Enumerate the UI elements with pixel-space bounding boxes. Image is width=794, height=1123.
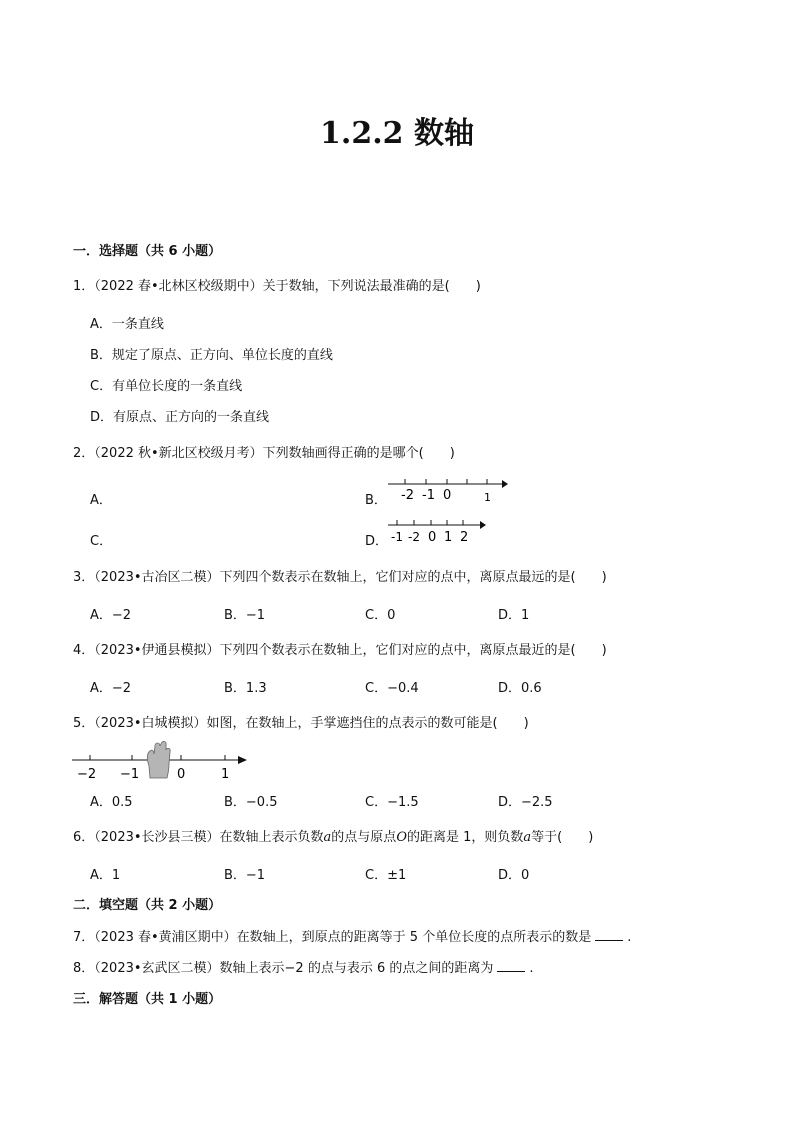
q1-option-d: D．有原点、正方向的一条直线	[90, 410, 270, 425]
q2-number-line-d	[385, 514, 490, 546]
q5-option-c: C．−1.5	[365, 795, 419, 810]
q2b-tick-label: 1	[484, 491, 491, 504]
q6-option-b: B．−1	[224, 868, 266, 883]
q5-option-d: D．−2.5	[498, 795, 553, 810]
q5-option-b: B．−0.5	[224, 795, 278, 810]
q5-tick-label: 1	[221, 767, 230, 782]
q2d-tick-label: -1	[391, 530, 403, 544]
q2-number-line-b	[385, 472, 510, 506]
q6-var-a2: a	[523, 830, 532, 845]
q7-end: .	[627, 930, 632, 945]
q1-option-c: C．有单位长度的一条直线	[90, 379, 243, 394]
q3-option-b: B．−1	[224, 608, 266, 623]
question-4: 4．（2023•伊通县模拟）下列四个数表示在数轴上，它们对应的点中，离原点最近的是( )	[73, 643, 607, 658]
q2d-tick-label: 1	[444, 530, 453, 545]
q2d-tick-label: 2	[460, 530, 469, 545]
q2b-tick-label: -1	[422, 488, 435, 503]
q8-end: .	[529, 961, 534, 976]
question-3: 3．（2023•古冶区二模）下列四个数表示在数轴上，它们对应的点中，离原点最远的是( )	[73, 570, 607, 585]
q6-option-d: D．0	[498, 868, 530, 883]
q3-option-a: A．−2	[90, 608, 132, 623]
q3-option-d: D．1	[498, 608, 530, 623]
q1-option-b: B．规定了原点、正方向、单位长度的直线	[90, 348, 333, 363]
q2-option-d: D．	[365, 534, 389, 549]
q6-option-c: C．±1	[365, 868, 407, 883]
q2d-tick-label: -2	[408, 530, 420, 544]
question-7	[73, 926, 631, 945]
q4-option-b: B．1.3	[224, 681, 267, 696]
q2b-tick-label: 0	[443, 488, 452, 503]
section-heading-fill: 二．填空题（共 2 小题）	[73, 898, 222, 913]
q5-option-a: A．0.5	[90, 795, 133, 810]
q8-text: 8．（2023•玄武区二模）数轴上表示−2 的点与表示 6 的点之间的距离为	[73, 961, 494, 976]
question-1: 1．（2022 春•北林区校级期中）关于数轴，下列说法最准确的是( )	[73, 279, 481, 294]
q6-text-end: 等于( )	[531, 830, 594, 845]
q4-option-d: D．0.6	[498, 681, 542, 696]
q5-tick-label: −1	[120, 767, 140, 782]
q7-answer-blank[interactable]	[595, 930, 623, 941]
question-8	[73, 957, 534, 976]
q5-tick-label: 0	[177, 767, 186, 782]
section-heading-answer: 三．解答题（共 1 小题）	[73, 992, 222, 1007]
q5-tick-label: −2	[77, 767, 97, 782]
q6-text-post: 的距离是 1，则负数	[406, 830, 524, 845]
question-6	[73, 826, 593, 845]
q6-text-pre: 6．（2023•长沙县三模）在数轴上表示负数	[73, 830, 324, 845]
q3-option-c: C．0	[365, 608, 396, 623]
q2b-tick-label: -2	[401, 488, 414, 503]
q4-option-c: C．−0.4	[365, 681, 419, 696]
q2-option-b: B．	[365, 493, 387, 508]
q6-var-o: O	[396, 830, 407, 845]
q7-text: 7．（2023 春•黄浦区期中）在数轴上，到原点的距离等于 5 个单位长度的点所表示的数是	[73, 930, 592, 945]
q1-option-a: A．一条直线	[90, 317, 164, 332]
page-title: 1.2.2 数轴	[320, 116, 474, 151]
q2d-tick-label: 0	[428, 530, 437, 545]
q2-option-c: C．	[90, 534, 113, 549]
q6-var-a: a	[323, 830, 332, 845]
q8-answer-blank[interactable]	[497, 961, 525, 972]
section-heading-choice: 一．选择题（共 6 小题）	[73, 244, 222, 259]
q4-option-a: A．−2	[90, 681, 132, 696]
q5-number-line	[70, 740, 250, 782]
hand-icon	[147, 741, 170, 778]
q2-option-a: A．	[90, 493, 112, 508]
question-2: 2．（2022 秋•新北区校级月考）下列数轴画得正确的是哪个( )	[73, 446, 455, 461]
question-5: 5．（2023•白城模拟）如图，在数轴上，手掌遮挡住的点表示的数可能是( )	[73, 716, 529, 731]
q6-text-mid: 的点与原点	[331, 830, 397, 845]
q6-option-a: A．1	[90, 868, 121, 883]
